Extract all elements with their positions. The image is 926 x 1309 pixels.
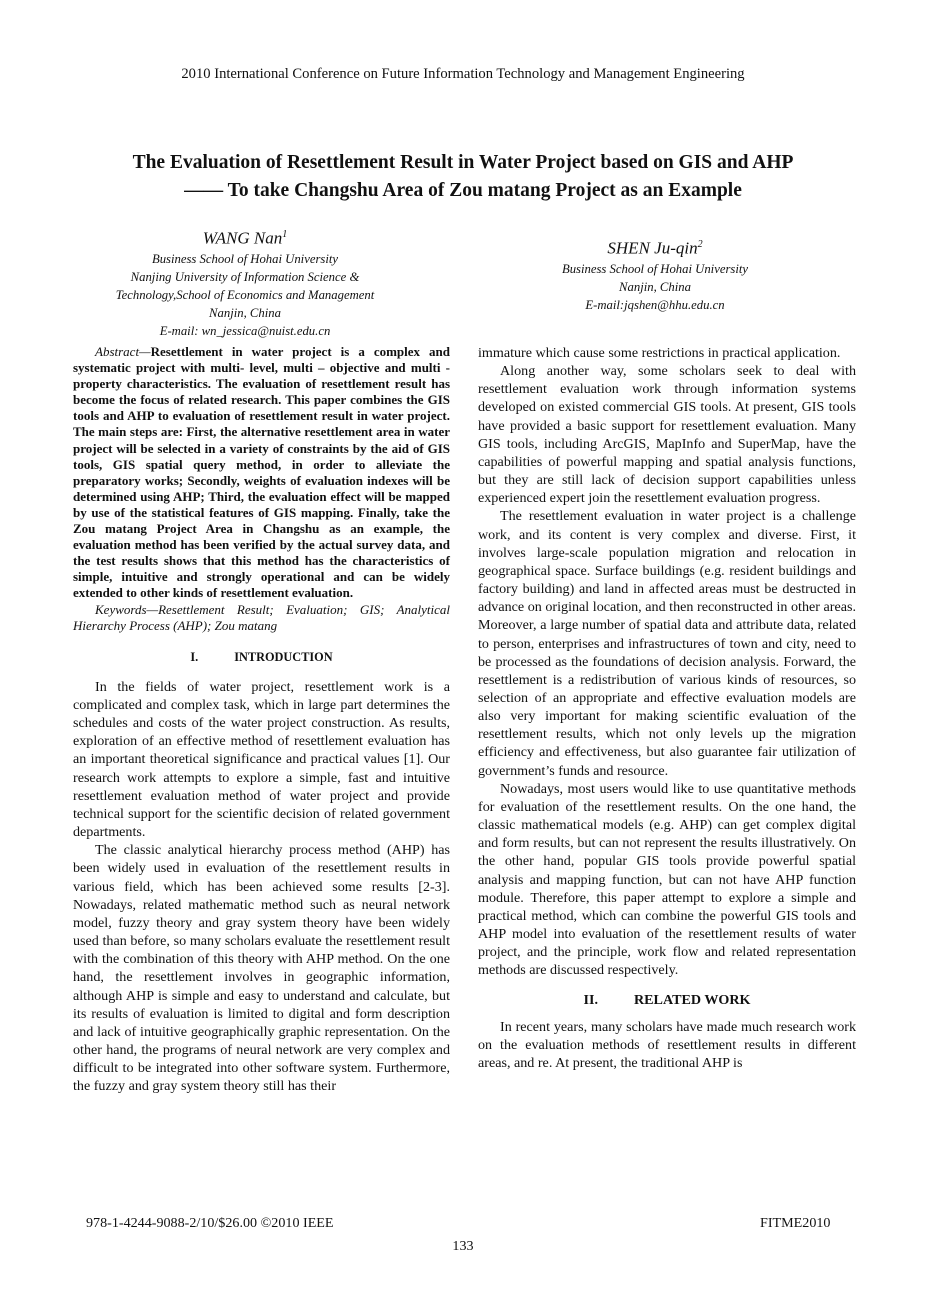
conference-header: 2010 International Conference on Future Information Technology and Management Engineering	[181, 66, 745, 82]
right-column	[478, 344, 856, 1072]
author-email: E-mail:jqshen@hhu.edu.cn	[585, 297, 725, 312]
author-block-2	[500, 234, 810, 314]
paragraph: The classic analytical hierarchy process method (AHP) has been widely used in evaluation of the resettlement results in various field, which has been achieved some results [2-3]. Nowadays, related mathematic method such as neural network model, fuzzy theory and gray system theory have been widely used than before, so many scholars evaluate the resettlement result with the combination of this theory with AHP method. On the one hand, the resettlement involves in geographic information, although AHP is simple and easy to understand and calculate, but its results of evaluation is limited to digital and form description and lack of intuitive geographically graphic representation. On the other hand, the programs of neural network are very complex and difficult to be integrated into other software system. Furthermore, the fuzzy and gray system theory still has their	[73, 842, 450, 1095]
paragraph: The resettlement evaluation in water project is a challenge work, and its content is very complex and diverse. First, it involves large-scale population migration and relocation in geographical space. Surface buildings (e.g. resident buildings and factory building) and land in affected areas must be destructed in advance on original location, and then reconstructed in other areas. Moreover, a large number of spatial data and attribute data, related to person, enterprises and infrastructures of town and city, need to be processed as the foundations of decision analysis. Forward, the resettlement is a redistribution of various kinds of resources, so selection of an appropriate and effective evaluation models are also very important for making scientific evaluation of the resettlement results, which not only levels up the migration efficiency and effectiveness, but also guarantee fair utilization of government’s funds and resource.	[478, 508, 856, 779]
author-location: Nanjin, China	[209, 305, 281, 320]
section-number: I.	[190, 649, 199, 664]
footer-conference-code: FITME2010	[760, 1215, 831, 1231]
author-affiliation: Nanjing University of Information Science &	[130, 269, 360, 284]
paragraph: Along another way, some scholars seek to deal with resettlement evaluation work through information systems developed on existed commercial GIS tools. At present, GIS tools have provided a basic support for resettlement evaluation. Many GIS tools, including ArcGIS, MapInfo and SuperMap, have the capabilities of powerful mapping and spatial analysis functions, but they are still lack of decision support capabilities unless experienced expert join the resettlement evaluation progress.	[478, 363, 856, 507]
section-number: II.	[583, 992, 598, 1009]
abstract	[73, 344, 450, 602]
author-name-text: SHEN Ju-qin	[607, 238, 698, 258]
author-superscript: 1	[282, 229, 288, 240]
paper-title-line-1: The Evaluation of Resettlement Result in Water Project based on GIS and AHP	[132, 152, 794, 173]
section-title: INTRODUCTION	[234, 649, 333, 664]
author-superscript: 2	[697, 239, 703, 250]
paragraph: immature which cause some restrictions in practical application.	[478, 345, 841, 361]
left-column	[73, 344, 450, 1095]
page-number: 133	[452, 1238, 474, 1254]
keywords: Keywords—Resettlement Result; Evaluation; GIS; Analytical Hierarchy Process (AHP); Zou matang	[73, 601, 450, 633]
author-email: E-mail: wn_jessica@nuist.edu.cn	[159, 323, 331, 338]
footer-isbn: 978-1-4244-9088-2/10/$26.00 ©2010 IEEE	[86, 1215, 334, 1231]
author-location: Nanjin, China	[619, 279, 691, 294]
paragraph: In recent years, many scholars have made much research work on the evaluation methods of resettlement results in different areas, and re. At present, the traditional AHP is	[478, 1018, 856, 1071]
paper-title-line-2: —— To take Changshu Area of Zou matang Project as an Example	[184, 180, 742, 201]
section-heading-introduction	[73, 648, 450, 666]
author-affiliation: Business School of Hohai University	[151, 251, 339, 266]
abstract-text: Resettlement in water project is a complex and systematic project with multi- level, multi – objective and multi -property characteristics. The evaluation of resettlement result has become the focus of related research. This paper combines the GIS tools and AHP to evaluation of resettlement result in water project. The main steps are: First, the alternative resettlement area in water project will be selected in a variety of constraints by the aid of GIS tools, GIS spatial query method, in order to alleviate the preparatory works; Secondly, weights of evaluation indexes will be determined using AHP; Third, the evaluation effect will be mapped by use of the statistical features of GIS mapping. Finally, take the Zou matang Project Area in Changshu as an example, the evaluation method has been verified by the actual survey data, and the test results shows that this method has the characteristics of simple, intuitive and strongly operational and can be widely extended to other kinds of resettlement evaluation.	[73, 344, 450, 601]
author-name-1	[70, 224, 420, 250]
section-heading-related-work	[478, 991, 856, 1009]
paragraph: In the fields of water project, resettlement work is a complicated and complex task, which in large part determines the schedules and costs of the water project construction. As results, exploration of an effective method of resettlement evaluation has an important theoretical significance and practical values [1]. Our research work attempts to explore a simple, fast and intuitive resettlement evaluation method of water project and provide technical support for the scientific decision of related government departments.	[73, 678, 450, 841]
author-affiliation: Technology,School of Economics and Management	[115, 287, 375, 302]
author-name-2	[500, 234, 810, 260]
paragraph: Nowadays, most users would like to use quantitative methods for evaluation of the resettlement results. On the one hand, the classic mathematical models (e.g. AHP) can get complex digital and form results, but can not represent the results illustratively. On the other hand, popular GIS tools provide powerful spatial analysis and mapping function, but can not have AHP function module. Therefore, this paper attempt to explore a simple and practical method, which can combine the powerful GIS tools and AHP model into evaluation of the resettlement results of water project, and the principle, work flow and related representation methods are discussed respectively.	[478, 780, 856, 979]
author-affiliation: Business School of Hohai University	[561, 261, 749, 276]
author-name-text: WANG Nan	[202, 228, 283, 248]
abstract-lead: Abstract—	[95, 344, 151, 359]
section-title: RELATED WORK	[633, 992, 751, 1009]
author-block-1	[70, 224, 420, 340]
